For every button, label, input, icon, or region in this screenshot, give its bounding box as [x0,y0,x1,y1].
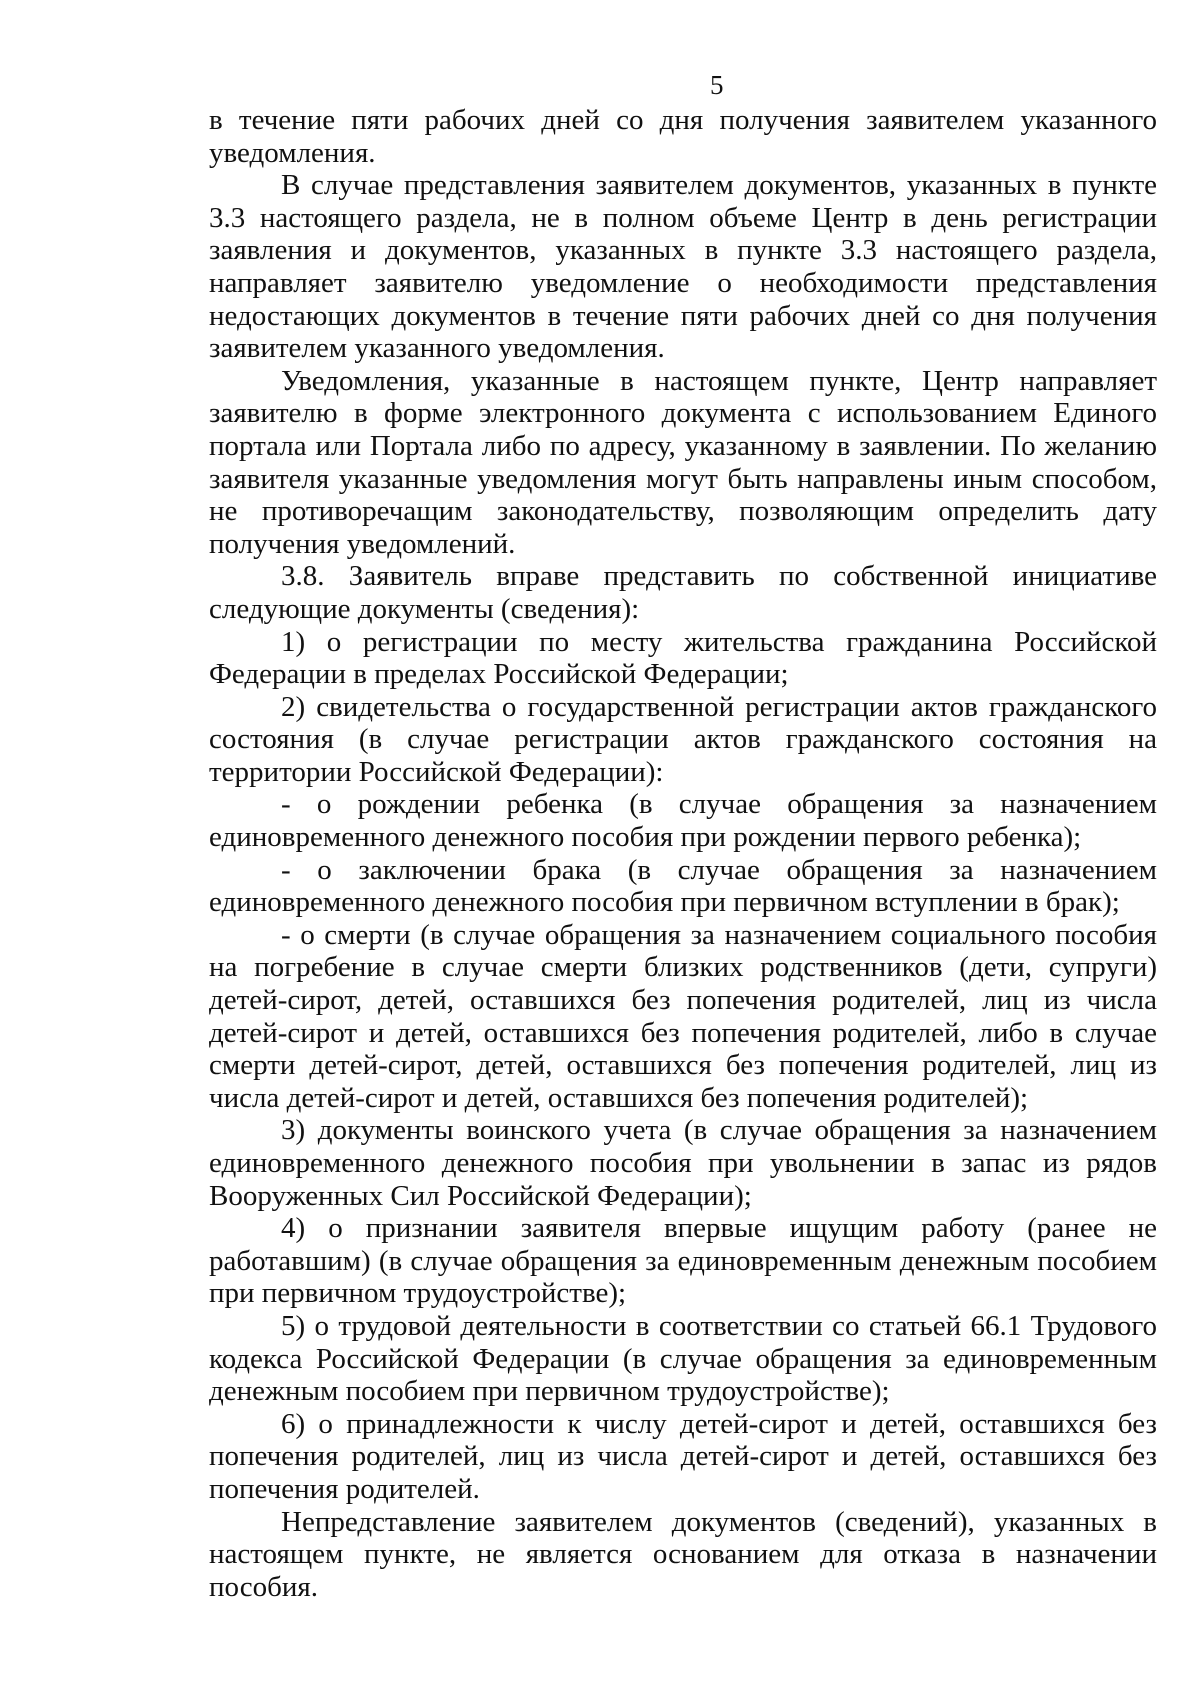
paragraph-incomplete-documents: В случае представления заявителем документов, указанных в пункте 3.3 настоящего раздела, не в полном объеме Центр в день регистрации заявления и документов, указанных в пункте 3.3 настоящего раздела, направляет заявителю уведомление о необходимости представления недостающих документов в течение пяти рабочих дней со дня получения заявителем указанного уведомления. [209,169,1157,365]
list-item-6: 6) о принадлежности к числу детей-сирот и детей, оставшихся без попечения родителей, лиц из числа детей-сирот и детей, оставшихся без попечения родителей. [209,1407,1157,1505]
document-body [209,104,1157,1603]
list-subitem-birth: - о рождении ребенка (в случае обращения за назначением единовременного денежного пособия при рождении первого ребенка); [209,788,1157,854]
list-item-2: 2) свидетельства о государственной регистрации актов гражданского состояния (в случае регистрации актов гражданского состояния на территории Российской Федерации): [209,690,1157,788]
list-subitem-marriage: - о заключении брака (в случае обращения за назначением единовременного денежного пособия при первичном вступлении в брак); [209,853,1157,919]
list-item-1: 1) о регистрации по месту жительства гражданина Российской Федерации в пределах Российской Федерации; [209,625,1157,691]
list-item-3: 3) документы воинского учета (в случае обращения за назначением единовременного денежного пособия при увольнении в запас из рядов Вооруженных Сил Российской Федерации); [209,1114,1157,1212]
list-item-5: 5) о трудовой деятельности в соответствии со статьей 66.1 Трудового кодекса Российской Федерации (в случае обращения за единовременным денежным пособием при первичном трудоустройстве); [209,1309,1157,1408]
paragraph-continuation: в течение пяти рабочих дней со дня получения заявителем указанного уведомления. [209,104,1157,169]
paragraph-section-3-8: 3.8. Заявитель вправе представить по собственной инициативе следующие документы (сведения): [209,560,1157,625]
list-item-4: 4) о признании заявителя впервые ищущим работу (ранее не работавшим) (в случае обращения за единовременным денежным пособием при первичном трудоустройстве); [209,1212,1157,1310]
paragraph-conclusion: Непредставление заявителем документов (сведений), указанных в настоящем пункте, не является основанием для отказа в назначении пособия. [209,1505,1157,1603]
paragraph-notification-delivery: Уведомления, указанные в настоящем пункте, Центр направляет заявителю в форме электронного документа с использованием Единого портала или Портала либо по адресу, указанному в заявлении. По желанию заявителя указанные уведомления могут быть направлены иным способом, не противоречащим законодательству, позволяющим определить дату получения уведомлений. [209,364,1157,560]
page-number: 5 [710,70,724,100]
list-subitem-death: - о смерти (в случае обращения за назначением социального пособия на погребение в случае смерти близких родственников (дети, супруги) детей-сирот, детей, оставшихся без попечения родителей, лиц из числа детей-сирот и детей, оставшихся без попечения родителей, либо в случае смерти детей-сирот, детей, оставшихся без попечения родителей, лиц из числа детей-сирот и детей, оставшихся без попечения родителей); [209,918,1157,1114]
